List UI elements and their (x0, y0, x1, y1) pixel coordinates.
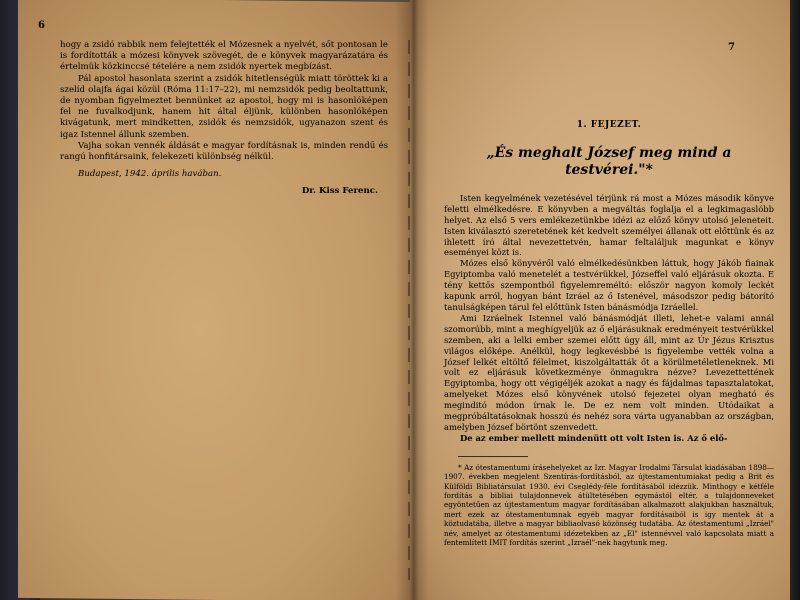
right-paragraph: Isten kegyelmének vezetésével térjünk rá most a Mózes második könyve feletti elmélkedésre. E könyvben a megváltás foglalja el a legkimagaslóbb helyet. Az első 5 vers emlékezetünkbe idézi az előző könyv utolsó jeleneteit. Isten kiválasztó szeretetének két kedvelt személyei állanak ott előttünk és az ihletett író által nevezettetvén, hamar feltaláljuk magunkat e könyv eseményei közt is. (444, 192, 774, 258)
right-page-number: 7 (728, 42, 735, 53)
footnote (444, 463, 774, 548)
right-paragraph: Mózes első könyvéről való elmélkedésünkben láttuk, hogy Jákób fiainak Egyiptomba való menetelét a testvérükkel, Józseffel való eljárásuk okozta. E tény kettős szempontból figyelemreméltó: először nagyon komoly leckét kapunk arról, hogyan bánt Izráel az ő Istenével, másodszor pedig bátorító tanulságképen tárul fel előttünk Isten bánásmódja Izráellel. (444, 258, 774, 312)
left-paragraph: hogy a zsidó rabbik nem felejtették el Mózesnek a nyelvét, sőt pontosan le is fordították a mózesi könyvek szövegét, de e könyvek magyarázatára és értelmük közkinccsé tételére a nem zsidók nyertek megbízást. (60, 40, 388, 73)
dateline: Budapest, 1942. április havában. (78, 169, 222, 180)
left-paragraph: Vajha sokan vennék áldását e magyar fordításnak is, minden rendű és rangú honfitársaink, felekezeti különbség nélkül. (60, 140, 388, 163)
right-page-text (444, 120, 774, 547)
right-last-line: De az ember mellett mindenütt ott volt Isten is. Az ő elő- (460, 432, 728, 443)
footnote-text: * Az ótestamentumi írásehelyeket az Izr. Magyar Irodalmi Társulat kiadásában 1898—1907. években megjelent Szentírás-fordításból, az újtestamentumiakat pedig a Brit és Külföldi Bibliatársulat 1930. évi Cseglédy-féle fordításából idézzük. Minthogy e kétféle fordítás a bibliai tulajdonnevek átültetésében egymástól eltér, a tulajdonneveket egyöntetűen az újtestamentum magyar fordításában alkalmazott alakjukban használtuk, mert ezek az ótestamentumnak egyéb magyar fordításaiból is igy mentek át a köztudatába, illetve a magyar bibliaolvasó közönség tudatába. Az ótestamentumi „Izráel" név, amelyet az ótestamentumi idézetekben az „El" istennévvel való kapcsolata miatt a fentemlített IMIT fordítás szerint „Izraél"-nek hagytunk meg. (444, 462, 774, 547)
chapter-title: „És meghalt József meg mind a testvérei."* (486, 144, 732, 178)
chapter-label: 1. FEJEZET. (576, 120, 642, 130)
left-page-text (60, 40, 388, 198)
signature: Dr. Kiss Ferenc. (301, 186, 378, 197)
footnote-rule (458, 456, 528, 457)
book-gutter (395, 0, 429, 600)
left-page-number: 6 (38, 20, 45, 31)
binding-stitches (408, 40, 410, 580)
left-paragraph: Pál apostol hasonlata szerint a zsidók hitetlenségük miatt töröttek ki a szelíd olajfa ágai közül (Róma 11:17–22), mi nemzsidók pedig beoltattunk, de nyomban figyelmeztet bennünket az apostol, hogy mi is hasonlóképen fel ne fuvalkodjunk, hanem hit által éljünk, különben hasonlóképen kivágatunk, mert mindketten, zsidók és nemzsidók, ugyanazon szent és igaz Istennel állunk szemben. (60, 73, 388, 140)
right-paragraph: Ami Izráelnek Istennel való bánásmódját illeti, lehet-e valami annál szomorúbb, mint a meghígyeljük az ő eljárásuknak eredményeit testvérükkel szemben, aki a lelki ember szemei előtt úgy áll, mint az Úr Jézus Krisztus világos előképe. Anélkül, hogy legkevésbbé is figyelembe vették volna a József lelkét eltöltő félelmet, kiszolgáltatták őt a körülmetéletleneknek. Mi volt ez eljárásuk következménye önmagukra nézve? Levezettettének Egyiptomba, hogy ott végigéljék azokat a nagy és fájdalmas tapasztalatokat, amelyeket Mózes első könyvének utolsó fejezetei olyan megható és meginditó módon írnak le. De ez nem volt minden. Utódaikat a megpróbáltatásoknak hosszú és nehéz sora várta ugyanabban az országban, amelyben József börtönt szenvedett. (444, 312, 774, 432)
